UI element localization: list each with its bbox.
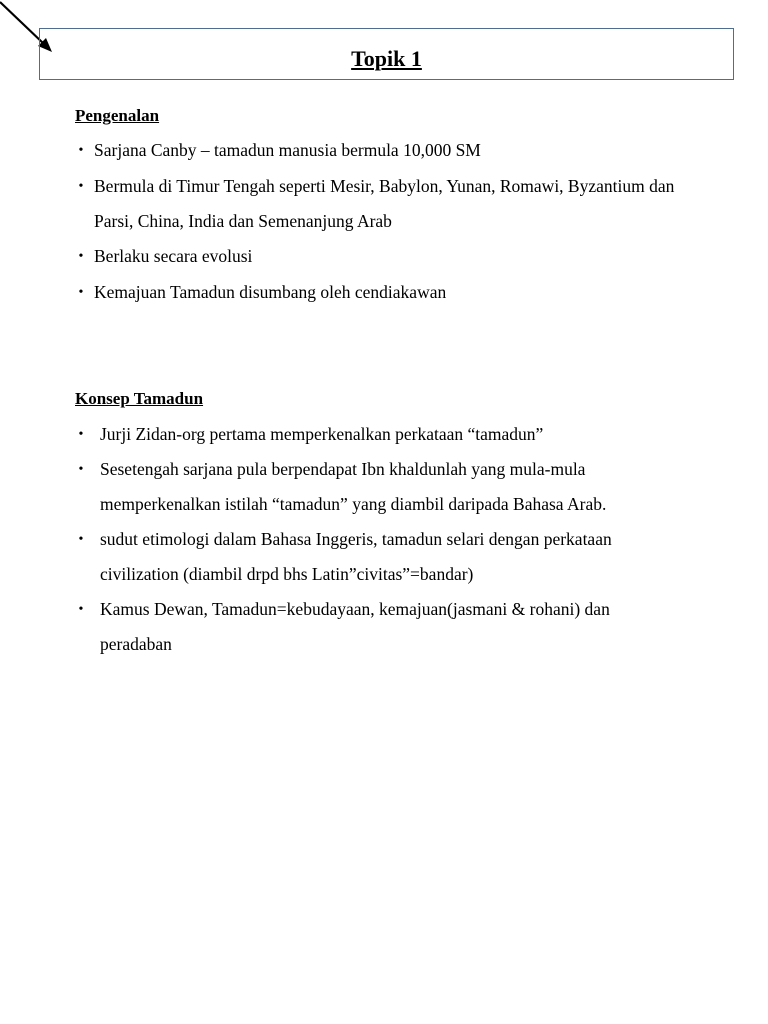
- bullet-icon: •: [78, 179, 84, 194]
- page-title: Topik 1: [351, 46, 422, 71]
- bullet-list-pengenalan: [75, 133, 695, 310]
- bullet-icon: •: [78, 532, 84, 547]
- list-item-text: Kamus Dewan, Tamadun=kebudayaan, kemajuan(jasmani & rohani) dan peradaban: [100, 599, 610, 654]
- list-item-text: Berlaku secara evolusi: [94, 246, 253, 266]
- list-item: [75, 239, 695, 274]
- list-item-text: Bermula di Timur Tengah seperti Mesir, Babylon, Yunan, Romawi, Byzantium dan Parsi, China, India dan Semenanjung Arab: [94, 176, 675, 231]
- list-item: [75, 592, 685, 662]
- section-heading-konsep-tamadun: Konsep Tamadun: [75, 389, 204, 408]
- list-item-text: Jurji Zidan-org pertama memperkenalkan perkataan “tamadun”: [100, 424, 544, 444]
- bullet-icon: •: [78, 249, 84, 264]
- bullet-icon: •: [78, 462, 84, 477]
- list-item-text: Kemajuan Tamadun disumbang oleh cendiakawan: [94, 282, 447, 302]
- list-item-text: sudut etimologi dalam Bahasa Inggeris, tamadun selari dengan perkataan civilization (diambil drpd bhs Latin”civitas”=bandar): [100, 529, 612, 584]
- bullet-icon: •: [78, 427, 84, 442]
- list-item: [75, 133, 695, 168]
- list-item: [75, 522, 685, 592]
- list-item: [75, 417, 685, 452]
- bullet-list-konsep-tamadun: [75, 417, 685, 662]
- list-item-text: Sarjana Canby – tamadun manusia bermula 10,000 SM: [94, 140, 481, 160]
- list-item-text: Sesetengah sarjana pula berpendapat Ibn khaldunlah yang mula-mula memperkenalkan istilah “tamadun” yang diambil daripada Bahasa Arab.: [100, 459, 607, 514]
- title-box: [39, 28, 734, 80]
- list-item: [75, 275, 695, 310]
- bullet-icon: •: [78, 285, 84, 300]
- list-item: [75, 169, 695, 239]
- bullet-icon: •: [78, 143, 84, 158]
- bullet-icon: •: [78, 602, 84, 617]
- section-heading-pengenalan: Pengenalan: [75, 106, 160, 125]
- list-item: [75, 452, 685, 522]
